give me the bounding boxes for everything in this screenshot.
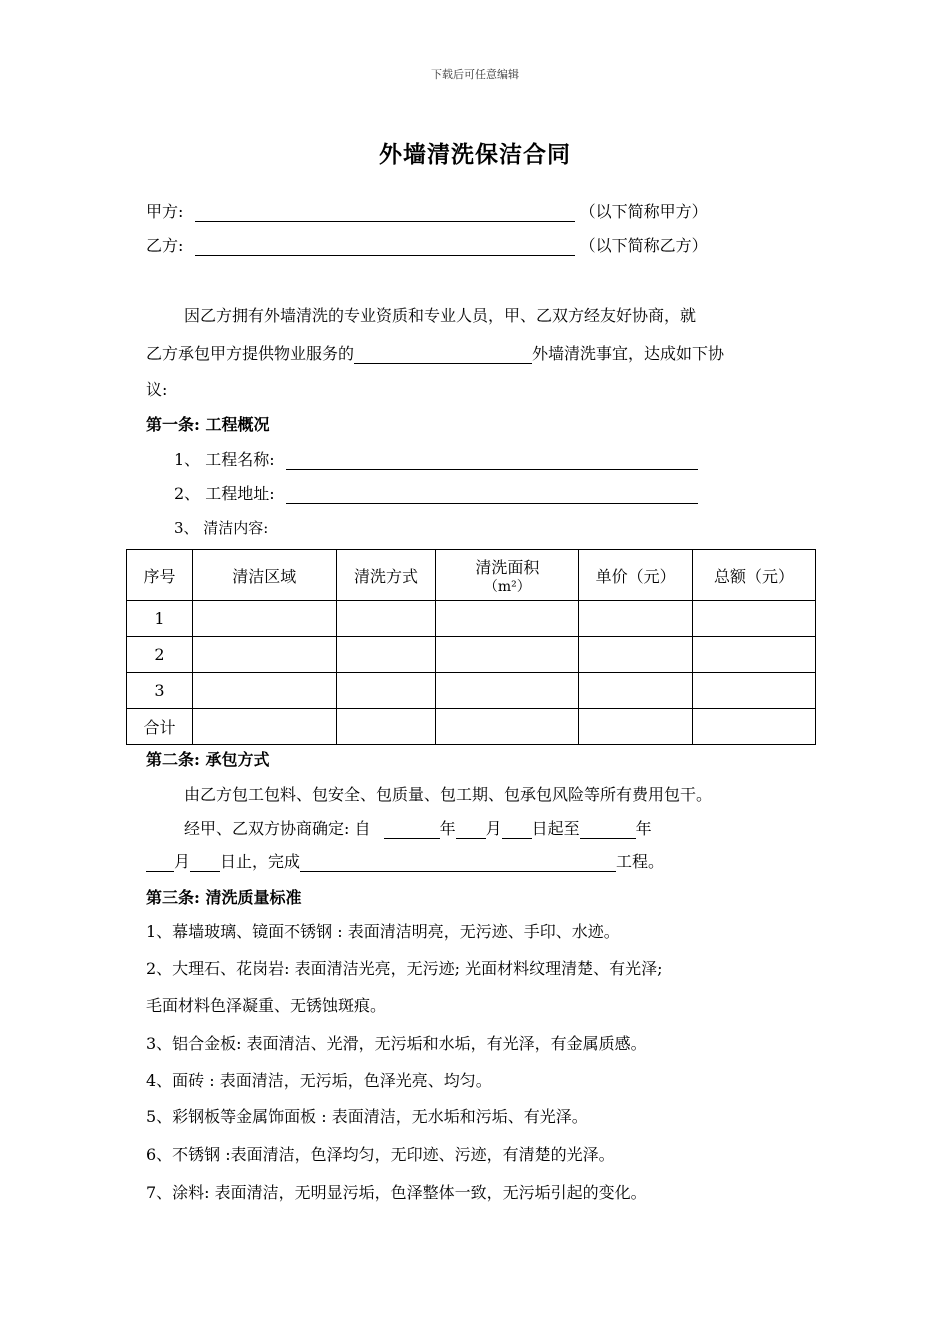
header-size (436, 550, 579, 601)
header-size-unit: （m²） (483, 578, 531, 595)
table-total-row (127, 709, 816, 745)
standard-item: 6、不锈钢 :表面清洁，色泽均匀，无印迹、污迹，有清楚的光泽。 (146, 1145, 615, 1164)
cleaning-content-label: 3、 清洁内容: (174, 519, 269, 537)
table-cell[interactable] (436, 673, 579, 709)
table-row (127, 601, 816, 637)
party-b-label: 乙方: (146, 236, 184, 255)
party-b-line (146, 236, 708, 256)
party-a-label: 甲方: (146, 202, 184, 221)
table-cell[interactable] (693, 637, 816, 673)
standard-item: 7、涂料: 表面清洁，无明显污垢，色泽整体一致，无污垢引起的变化。 (146, 1183, 647, 1202)
article-2-heading: 第二条: 承包方式 (146, 750, 270, 769)
end-year-blank (580, 820, 636, 839)
table-cell[interactable] (192, 601, 336, 637)
table-cell[interactable] (436, 637, 579, 673)
table-cell[interactable] (579, 673, 693, 709)
month-label: 月 (485, 819, 502, 838)
project-address-blank (286, 485, 698, 504)
standard-item: 3、铝合金板: 表面清洁、光滑，无污垢和水垢，有光泽，有金属质感。 (146, 1034, 647, 1053)
header-size-label: 清洗面积 (475, 557, 540, 577)
standard-item: 5、彩钢板等金属饰面板 : 表面清洁，无水垢和污垢、有光泽。 (146, 1107, 588, 1126)
article-3-heading: 第三条: 清洗质量标准 (146, 888, 302, 907)
intro-line-3: 议: (146, 380, 168, 399)
party-b-suffix: （以下简称乙方） (579, 236, 708, 255)
day-to-label: 日止，完成 (220, 852, 301, 871)
table-cell[interactable] (579, 601, 693, 637)
date-prefix: 经甲、乙双方协商确定: 自 (184, 819, 371, 838)
article-2-para-1: 由乙方包工包料、包安全、包质量、包工期、包承包风险等所有费用包干。 (184, 785, 713, 804)
table-cell[interactable] (192, 637, 336, 673)
header-unit-price: 单价（元） (579, 550, 693, 601)
table-row (127, 673, 816, 709)
table-cell[interactable] (693, 673, 816, 709)
article-1-heading: 第一条: 工程概况 (146, 415, 270, 434)
table-cell[interactable] (579, 709, 693, 745)
table-cell[interactable] (336, 709, 436, 745)
table-cell[interactable] (436, 601, 579, 637)
table-header-row (127, 550, 816, 601)
project-blank (300, 853, 616, 872)
property-blank (354, 345, 532, 364)
header-total: 总额（元） (693, 550, 816, 601)
party-b-blank (195, 237, 575, 256)
party-a-line (146, 202, 708, 222)
table-cell[interactable] (693, 601, 816, 637)
project-address-line (174, 484, 698, 504)
header-note: 下载后可任意编辑 (431, 68, 519, 81)
table-cell[interactable] (436, 709, 579, 745)
project-name-line (174, 450, 698, 470)
party-a-suffix: （以下简称甲方） (579, 202, 708, 221)
table-cell[interactable] (192, 673, 336, 709)
row-label: 合计 (127, 709, 193, 745)
start-month-blank (456, 820, 486, 839)
standard-item: 1、幕墙玻璃、镜面不锈钢 : 表面清洁明亮，无污迹、手印、水迹。 (146, 922, 620, 941)
row-label: 1 (127, 601, 193, 637)
article-2-date-line (184, 819, 652, 839)
row-label: 3 (127, 673, 193, 709)
table-cell[interactable] (693, 709, 816, 745)
table-row (127, 637, 816, 673)
intro-line-2-suffix: 外墙清洗事宜，达成如下协 (532, 344, 725, 363)
article-2-end-line (146, 852, 664, 872)
intro-line-2 (146, 344, 724, 364)
start-year-blank (384, 820, 440, 839)
project-end-label: 工程。 (616, 852, 665, 871)
end-day-blank (190, 853, 220, 872)
project-address-label: 2、 工程地址: (174, 484, 275, 503)
intro-line-2-prefix: 乙方承包甲方提供物业服务的 (146, 344, 355, 363)
table-cell[interactable] (336, 673, 436, 709)
table-cell[interactable] (336, 637, 436, 673)
day-from-label: 日起至 (531, 819, 580, 838)
end-month-blank (146, 853, 174, 872)
standard-item: 毛面材料色泽凝重、无锈蚀斑痕。 (146, 996, 387, 1015)
party-a-blank (195, 203, 575, 222)
row-label: 2 (127, 637, 193, 673)
start-day-blank (502, 820, 532, 839)
header-seq: 序号 (127, 550, 193, 601)
table-cell[interactable] (192, 709, 336, 745)
standard-item: 2、大理石、花岗岩: 表面清洁光亮，无污迹; 光面材料纹理清楚、有光泽; (146, 959, 663, 978)
intro-line-1: 因乙方拥有外墙清洗的专业资质和专业人员，甲、乙双方经友好协商，就 (184, 306, 697, 325)
table-cell[interactable] (579, 637, 693, 673)
project-name-blank (286, 451, 698, 470)
document-title: 外墙清洗保洁合同 (379, 141, 571, 168)
table-cell[interactable] (336, 601, 436, 637)
header-area: 清洁区域 (192, 550, 336, 601)
header-method: 清洗方式 (336, 550, 436, 601)
end-year-label: 年 (635, 819, 652, 838)
cleaning-content-table (126, 549, 816, 745)
project-name-label: 1、 工程名称: (174, 450, 275, 469)
year-label: 年 (439, 819, 456, 838)
standard-item: 4、面砖 : 表面清洁，无污垢，色泽光亮、均匀。 (146, 1071, 492, 1090)
end-month-label: 月 (174, 852, 191, 871)
